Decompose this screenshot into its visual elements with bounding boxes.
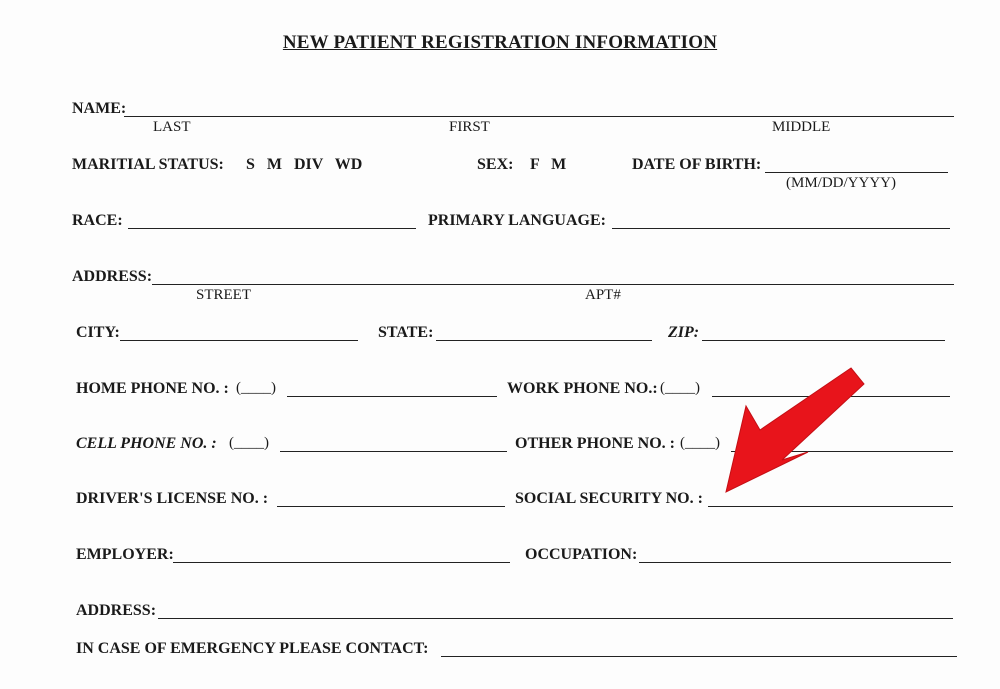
ssn-label: SOCIAL SECURITY NO. : (515, 490, 703, 507)
red-arrow-shape (726, 368, 864, 492)
last-name-caption: LAST (153, 119, 191, 135)
cell-phone-label: CELL PHONE NO. : (76, 435, 217, 452)
drivers-license-label: DRIVER'S LICENSE NO. : (76, 490, 269, 507)
employer-label: EMPLOYER: (76, 546, 174, 563)
zip-label: ZIP: (668, 324, 700, 341)
city-label: CITY: (76, 324, 120, 341)
state-label: STATE: (378, 324, 434, 341)
marital-status-options[interactable]: S M DIV WD (246, 156, 363, 173)
employer-address-label: ADDRESS: (76, 602, 157, 619)
emergency-contact-label: IN CASE OF EMERGENCY PLEASE CONTACT: (76, 640, 429, 657)
sex-options[interactable]: F M (530, 156, 567, 173)
race-label: RACE: (72, 212, 123, 229)
marital-status-label: MARITIAL STATUS: (72, 156, 224, 173)
primary-language-label: PRIMARY LANGUAGE: (428, 212, 606, 229)
page-title: NEW PATIENT REGISTRATION INFORMATION (282, 32, 718, 53)
first-name-caption: FIRST (449, 119, 490, 135)
occupation-label: OCCUPATION: (525, 546, 638, 563)
cell-phone-area-code[interactable]: (____) (229, 435, 269, 451)
other-phone-area-code[interactable]: (____) (680, 435, 720, 451)
work-phone-area-code[interactable]: (____) (660, 380, 700, 396)
date-of-birth-label: DATE OF BIRTH: (632, 156, 762, 173)
street-caption: STREET (196, 287, 251, 303)
home-phone-label: HOME PHONE NO. : (76, 380, 229, 397)
name-label: NAME: (72, 100, 127, 117)
home-phone-area-code[interactable]: (____) (236, 380, 276, 396)
other-phone-label: OTHER PHONE NO. : (515, 435, 676, 452)
apt-caption: APT# (585, 287, 621, 303)
dob-format-caption: (MM/DD/YYYY) (786, 175, 896, 191)
work-phone-label: WORK PHONE NO.: (507, 380, 658, 397)
sex-label: SEX: (477, 156, 514, 173)
address-label: ADDRESS: (72, 268, 153, 285)
middle-name-caption: MIDDLE (772, 119, 831, 135)
